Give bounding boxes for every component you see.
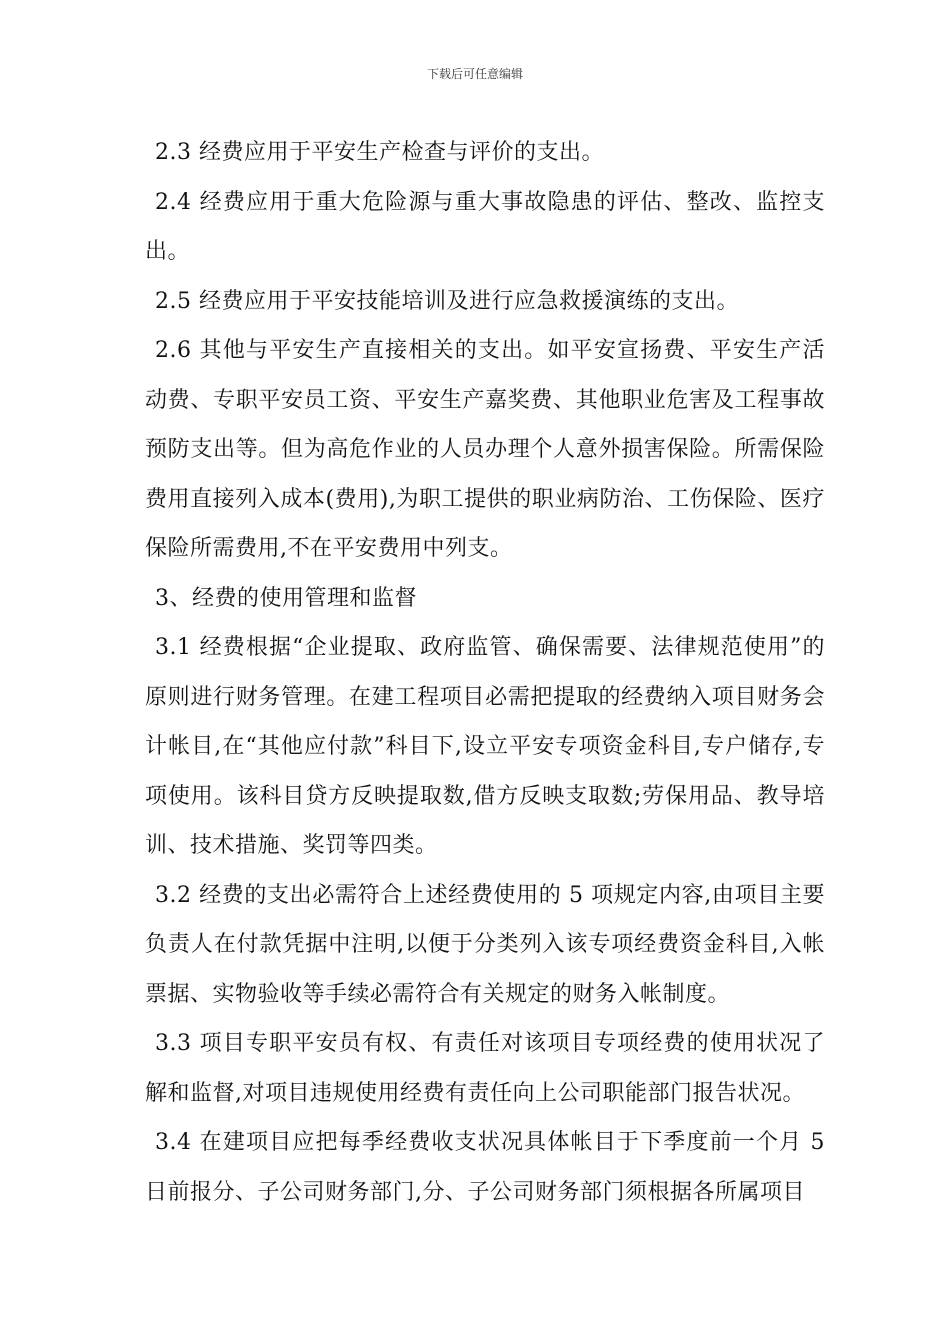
paragraph-3-3: 3.3 项目专职平安员有权、有责任对该项目专项经费的使用状况了解和监督,对项目违规使用经费有责任向上公司职能部门报告状况。 xyxy=(145,1031,825,1106)
paragraph-2-3: 2.3 经费应用于平安生产检查与评价的支出。 xyxy=(155,140,604,165)
paragraph-3-4: 3.4 在建项目应把每季经费收支状况具体帐目于下季度前一个月 5 日前报分、子公司财务部门,分、子公司财务部门须根据各所属项目 xyxy=(145,1130,825,1205)
paragraph-2-4: 2.4 经费应用于重大危险源与重大事故隐患的评估、整改、监控支出。 xyxy=(145,189,825,264)
section-heading-3: 3、经费的使用管理和监督 xyxy=(155,585,417,611)
paragraph-2-6: 2.6 其他与平安生产直接相关的支出。如平安宣扬费、平安生产活动费、专职平安员工资、平安生产嘉奖费、其他职业危害及工程事故预防支出等。但为高危作业的人员办理个人意外损害保险。所需保险费用直接列入成本(费用),为职工提供的职业病防治、工伤保险、医疗保险所需费用,不在平安费用中列支。 xyxy=(145,338,825,561)
document-body xyxy=(145,128,825,1217)
page-header: 下载后可任意编辑 xyxy=(426,67,523,81)
paragraph-2-5: 2.5 经费应用于平安技能培训及进行应急救援演练的支出。 xyxy=(155,288,739,314)
paragraph-3-1: 3.1 经费根据“企业提取、政府监管、确保需要、法律规范使用”的原则进行财务管理。在建工程项目必需把提取的经费纳入项目财务会计帐目,在“其他应付款”科目下,设立平安专项资金科目,专户储存,专项使用。该科目贷方反映提取数,借方反映支取数;劳保用品、教导培训、技术措施、奖罚等四类。 xyxy=(145,635,825,858)
paragraph-3-2: 3.2 经费的支出必需符合上述经费使用的 5 项规定内容,由项目主要负责人在付款凭据中注明,以便于分类列入该专项经费资金科目,入帐票据、实物验收等手续必需符合有关规定的财务入帐制度。 xyxy=(145,882,825,1007)
